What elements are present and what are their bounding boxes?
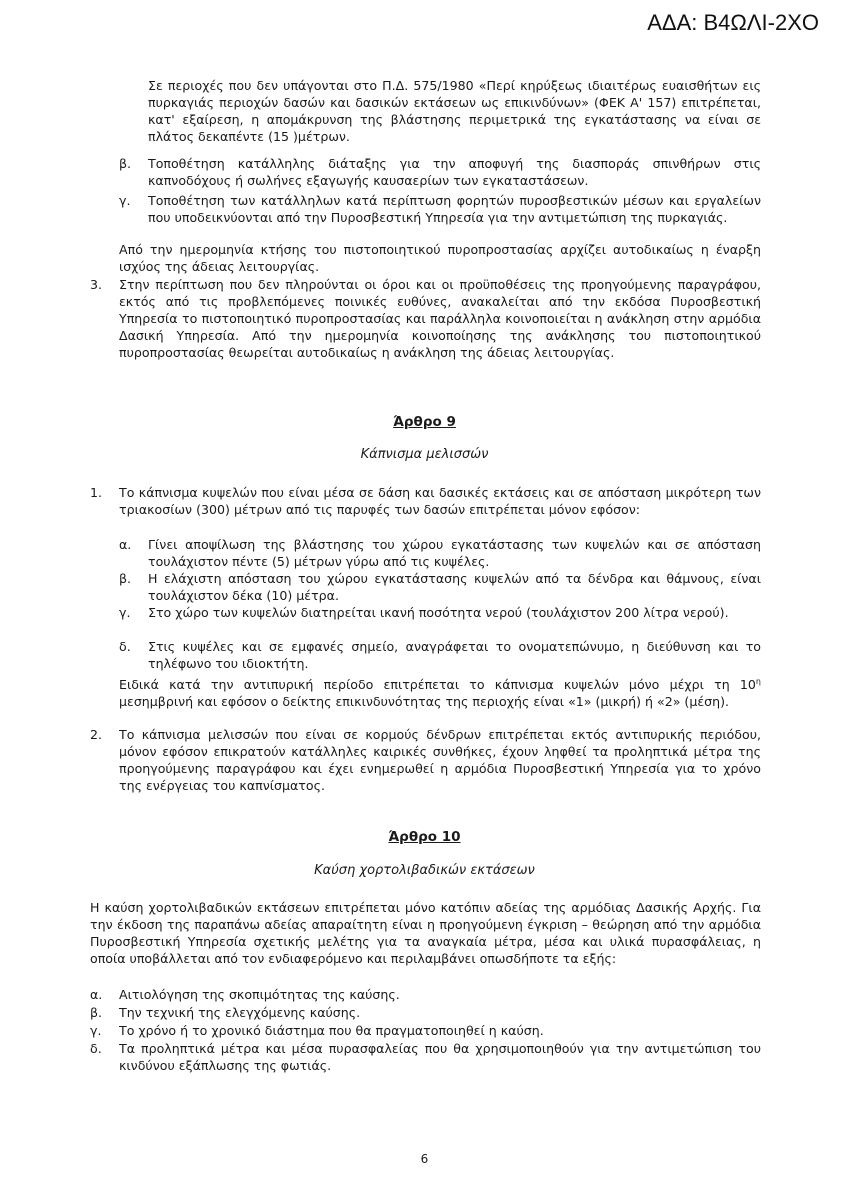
paragraph-number: 2. — [90, 727, 103, 742]
list-item: Αιτιολόγηση της σκοπιμότητας της καύσης. — [119, 987, 400, 1002]
article-10-subtitle: Καύση χορτολιβαδικών εκτάσεων — [314, 863, 535, 878]
item-label: γ. — [90, 1023, 102, 1038]
item-label: α. — [119, 537, 132, 552]
item-label: δ. — [119, 639, 131, 654]
item-label: γ. — [119, 605, 131, 620]
list-item: Γίνει αποψίλωση της βλάστησης του χώρου εγκατάστασης των κυψελών και σε απόσταση τουλάχιστον πέντε (5) μέτρων γύρω από τις κυψέλες. — [148, 537, 761, 569]
item-label: δ. — [90, 1041, 102, 1056]
special-period-paragraph — [119, 673, 761, 710]
ada-code: ΑΔΑ: Β4ΩΛΙ-2ΧΟ — [647, 10, 819, 35]
page-number: 6 — [420, 1152, 429, 1166]
list-item: Στο χώρο των κυψελών διατηρείται ικανή ποσότητα νερού (τουλάχιστον 200 λίτρα νερού). — [148, 605, 729, 620]
list-item: Τοποθέτηση των κατάλληλων κατά περίπτωση φορητών πυροσβεστικών μέσων και εργαλείων που υποδεικνύονται από την Πυροσβεστική Υπηρεσία για την αντιμετώπιση της πυρκαγιάς. — [148, 193, 761, 225]
article-9-title: Άρθρο 9 — [393, 414, 456, 430]
special-text-end: μεσημβρινή και εφόσον ο δείκτης επικινδυνότητας της περιοχής είναι «1» (μικρή) ή «2» (μέση). — [119, 694, 730, 710]
article-9-paragraph-1: Το κάπνισμα κυψελών που είναι μέσα σε δάση και δασικές εκτάσεις και σε απόσταση μικρότερη των τριακοσίων (300) μέτρων από τις παρυφές των δασών επιτρέπεται μόνον εφόσον: — [119, 485, 761, 517]
note-paragraph: Από την ημερομηνία κτήσης του πιστοποιητικού πυροπροστασίας αρχίζει αυτοδικαίως η έναρξη ισχύος της άδειας λειτουργίας. — [119, 242, 761, 274]
list-item: Τοποθέτηση κατάλληλης διάταξης για την αποφυγή της διασποράς σπινθήρων στις καπνοδόχους ή σωλήνες εξαγωγής καυσαερίων των εγκαταστάσεων. — [148, 156, 761, 188]
item-label: β. — [119, 571, 132, 586]
article-10-title: Άρθρο 10 — [388, 829, 461, 845]
item-label: γ. — [119, 193, 131, 208]
article-9-subtitle: Κάπνισμα μελισσών — [360, 447, 489, 462]
superscript: η — [755, 677, 761, 686]
special-text-start: Ειδικά κατά την αντιπυρική περίοδο επιτρέπεται το κάπνισμα κυψελών μόνο μέχρι τη 10 — [119, 677, 756, 693]
item-label: α. — [90, 987, 103, 1002]
list-item: Στις κυψέλες και σε εμφανές σημείο, αναγράφεται το ονοματεπώνυμο, η διεύθυνση και το τηλέφωνο του ιδιοκτήτη. — [148, 639, 761, 671]
paragraph-number: 1. — [90, 485, 103, 500]
article-9-paragraph-2: Το κάπνισμα μελισσών που είναι σε κορμούς δένδρων επιτρέπεται εκτός αντιπυρικής περιόδου, μόνον εφόσον επικρατούν κατάλληλες καιρικές συνθήκες, έχουν ληφθεί τα προληπτικά μέτρα της προηγούμενης παραγράφου και έχει ενημερωθεί η αρμόδια Πυροσβεστική Υπηρεσία για το χρόνο της ενέργειας του καπνίσματος. — [119, 727, 761, 793]
item-label: β. — [119, 156, 132, 171]
item-label: β. — [90, 1005, 103, 1020]
list-item: Η ελάχιστη απόσταση του χώρου εγκατάστασης κυψελών από τα δένδρα και θάμνους, είναι τουλάχιστον δέκα (10) μέτρα. — [148, 571, 761, 603]
intro-paragraph: Σε περιοχές που δεν υπάγονται στο Π.Δ. 575/1980 «Περί κηρύξεως ιδιαιτέρως ευαισθήτων εις πυρκαγιάς περιοχών δασών και δασικών εκτάσεων ως επικινδύνων» (ΦΕΚ Α' 157) επιτρέπεται, κατ' εξαίρεση, η απομάκρυνση της βλάστησης περιμετρικά της εγκατάστασης να είναι σε πλάτος δεκαπέντε (15 )μέτρων. — [148, 78, 761, 144]
paragraph-3: Στην περίπτωση που δεν πληρούνται οι όροι και οι προϋποθέσεις της προηγούμενης παραγράφου, εκτός από τις προβλεπόμενες ποινικές ευθύνες, ανακαλείται από την εκδόσα Πυροσβεστική Υπηρεσία το πιστοποιητικό πυροπροστασίας και παράλληλα κοινοποιείται η ανάκληση στην αρμόδια Δασική Υπηρεσία. Από την ημερομηνία κοινοποίησης της ανάκλησης του πιστοποιητικού πυροπροστασίας θεωρείται αυτοδικαίως η ανάκληση της άδειας λειτουργίας. — [119, 277, 761, 360]
list-item: Το χρόνο ή το χρονικό διάστημα που θα πραγματοποιηθεί η καύση. — [119, 1023, 544, 1038]
list-item: Την τεχνική της ελεγχόμενης καύσης. — [119, 1005, 361, 1020]
article-10-intro: Η καύση χορτολιβαδικών εκτάσεων επιτρέπεται μόνο κατόπιν αδείας της αρμόδιας Δασικής Αρχής. Για την έκδοση της παραπάνω αδείας απαραίτητη είναι η προηγούμενη έγκριση – θεώρηση από την αρμόδια Πυροσβεστική Υπηρεσία σχετικής μελέτης για τα αναγκαία μέτρα, μέσα και υλικά πυρασφάλειας, η οποία υποβάλλεται από τον ενδιαφερόμενο και περιλαμβάνει οπωσδήποτε τα εξής: — [90, 900, 761, 966]
paragraph-number: 3. — [90, 277, 103, 292]
list-item: Τα προληπτικά μέτρα και μέσα πυρασφαλείας που θα χρησιμοποιηθούν για την αντιμετώπιση του κινδύνου εξάπλωσης της φωτιάς. — [119, 1041, 761, 1073]
